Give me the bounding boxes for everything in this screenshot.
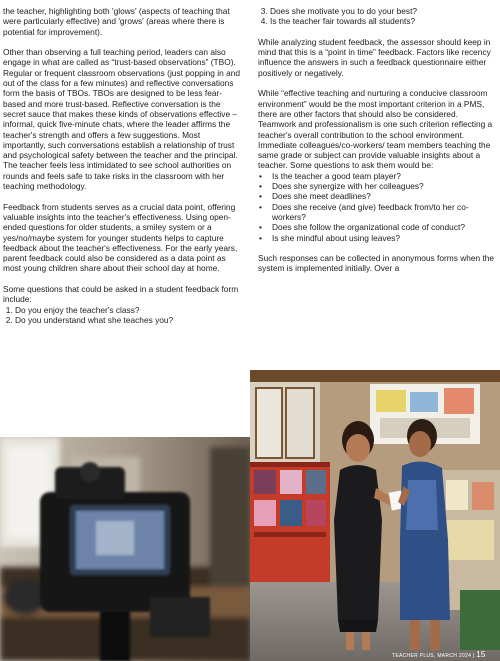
teachers-classroom-photo xyxy=(250,370,500,661)
list-item: 4. Is the teacher fair towards all students? xyxy=(270,16,498,26)
paragraph-feedback-questions-intro: Some questions that could be asked in a student feedback form include: xyxy=(3,284,239,305)
footer-separator: | xyxy=(472,653,475,659)
student-question-list xyxy=(3,305,243,326)
paragraph-anonymous-forms: Such responses can be collected in anonymous forms when the system is implemented initially. Over a xyxy=(258,253,495,274)
teachers-reading-illustration xyxy=(250,370,500,661)
paragraph-other-factors: While “effective teaching and nurturing a conducive classroom environment” would be the most important criterion in a PMS, there are other factors that should also be considered. Teamwork and professionalism is one such criterion reflecting a teacher's overall contribution to the school environment. Immediate colleagues/co-workers/ team members teaching the same grade or subject can provide valuable insights about a teacher. Some questions to ask them would be: xyxy=(258,88,493,171)
left-text-column xyxy=(3,6,243,336)
list-item: 2. Do you understand what she teaches you? xyxy=(15,315,243,325)
paragraph-student-feedback: Feedback from students serves as a crucial data point, offering valuable insights into the teacher's effectiveness. Using open-ended questions for older students, a smiley system or a yes/no/maybe system for younger students helps to capture feedback about the teacher's effectiveness. For the early years, parent feedback could also be considered as a data point as most young children share about their school day at home. xyxy=(3,201,238,274)
list-item: • Does she receive (and give) feedback from/to her co-workers? xyxy=(258,202,498,223)
list-item: 1. Do you enjoy the teacher's class? xyxy=(15,305,243,315)
list-item: • Is she mindful about using leaves? xyxy=(258,233,498,243)
list-item: 3. Does she motivate you to do your best? xyxy=(270,6,498,16)
paragraph-trust-based-observations: Other than observing a full teaching period, leaders can also engage in what are called as “trust-based observations” (TBO). Regular or frequent classroom observations (just popping in and out of the class for a few minutes) and reflective conversations form the basis of TBOs. TBOs are designed to be less fear-based and more trust-based. Reflective conversation is the secret sauce that makes these kinds of observations effective – informal, quick five-minute chats, where the leader affirms the teacher's strength and offers a few suggestions. Most importantly, such conversations establish a relationship of trust and psychological safety between the teacher and the principal. The teacher feels less intimidated to see school authorities on rounds and feels safe to take risks in the classroom with her teaching methodology. xyxy=(3,47,241,192)
list-item: • Does she meet deadlines? xyxy=(258,191,498,201)
list-item: • Does she synergize with her colleagues? xyxy=(258,181,498,191)
right-text-column xyxy=(258,6,498,284)
paragraph-glows-grows: the teacher, highlighting both 'glows' (aspects of teaching that were particularly effective) and 'grows' (areas where there is potential for improvement). xyxy=(3,6,230,37)
student-question-list-continued xyxy=(258,6,498,27)
colleague-question-list xyxy=(258,171,498,243)
paragraph-point-in-time: While analyzing student feedback, the assessor should keep in mind that this is a “point in time” feedback. Factors like recency influence the answers in such a feedback questionnaire either positively or negatively. xyxy=(258,36,491,78)
camera-recording-photo xyxy=(0,437,250,661)
page-footer xyxy=(392,650,486,659)
magazine-name: TEACHER PLUS, MARCH 2024 xyxy=(392,653,472,659)
list-item: • Is the teacher a good team player? xyxy=(258,171,498,181)
list-item: • Does she follow the organizational code of conduct? xyxy=(258,222,498,232)
camera-recording-illustration xyxy=(0,437,250,661)
page-number: 15 xyxy=(476,650,486,659)
